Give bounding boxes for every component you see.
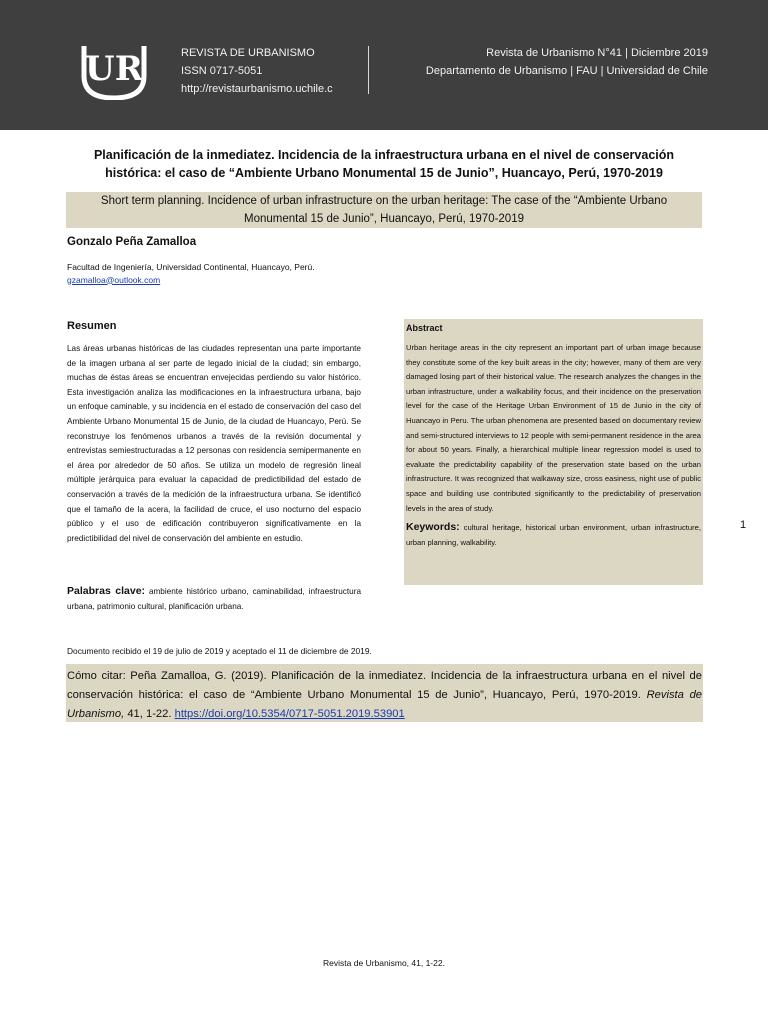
header-divider [368,46,369,94]
article-title-english: Short term planning. Incidence of urban infrastructure on the urban heritage: The case of the “Ambiente Urbano Monumental 15 de Junio”, Huancayo, Perú, 1970-2019 [66,192,702,228]
resumen-heading: Resumen [67,320,117,332]
citation-text: Cómo citar: Peña Zamalloa, G. (2019). Planificación de la inmediatez. Incidencia de la infraestructura urbana en el nivel de conservación histórica: el caso de “Ambiente Urbano Monumental 15 de Junio”, Huancayo, Perú, 1970-2019. [67,670,702,701]
resumen-body: Las áreas urbanas históricas de las ciudades representan una parte importante de la imagen urbana al ser parte de legado inicial de la ciudad; sin embargo, muchas de éstas áreas se encuentran envejecidas perdiendo su valor histórico. Esta investigación analiza las modificaciones en la infraestructura urbana, bajo un enfoque caminable, y su incidencia en el estado de conservación del caso del Ambiente Urbano Monumental 15 de Junio, de la ciudad de Huancayo, Perú. Se reconstruye los fenómenos urbanos a través de la revisión documental y entrevistas semiestructuradas a 12 personas con residencia semipermanente en el área por alrededor de 50 años. Se utiliza un modelo de regresión lineal múltiple jerárquica para evaluar la capacidad de predictibilidad del estado de conservación a través de la medición de la infraestructura urbana. Se identificó que el tamaño de la acera, la facilidad de cruce, el uso nocturno del espacio público y el uso de edificación contribuyeron significativamente en la predictibilidad del nivel de conservación del ambiente en estudio. [67,344,361,543]
header-issue-info [426,44,708,80]
palabras-clave [67,584,361,614]
keywords [406,520,701,550]
palabras-clave-list: ambiente histórico urbano, caminabilidad, infraestructura urbana, patrimonio cultural, planificación urbana. [67,587,361,611]
page-footer: Revista de Urbanismo, 41, 1-22. [323,958,445,968]
keywords-label: Keywords: [406,521,460,534]
citation-volume: 41, 1-22. [127,708,172,720]
issue-label: Revista de Urbanismo N°41 | Diciembre 2019 [486,47,708,59]
abstract-body: Urban heritage areas in the city represent an important part of urban image because they constitute some of the key built areas in the city; however, many of them are very damaged losing part of their historical value. The research analyzes the changes in the urban infrastructure, under a walkability focus, and their incidence on the preservation level for the case of the Heritage Urban Environment of 15 de Junio in the city of Huancayo in Peru. The urban phenomena are presented based on documentary review and semi-structured interviews to 12 people with semi-permanent residence in the area for about 50 years. Finally, a hierarchical multiple linear regression model is used to evaluate the predictability capability of the preservation state based on the urban infrastructure. It was recognized that walkaway size, cross easiness, night use of public space and building use contributed significantly to the predictability of preservation levels in the area of study. [406,343,701,513]
received-note: Documento recibido el 19 de julio de 2019 y aceptado el 11 de diciembre de 2019. [67,646,372,656]
department-label: Departamento de Urbanismo | FAU | Universidad de Chile [425,65,708,77]
affiliation: Facultad de Ingeniería, Universidad Continental, Huancayo, Perú. [67,262,315,272]
journal-name: REVISTA DE URBANISMO [181,47,315,59]
page-number: 1 [740,519,747,531]
palabras-clave-label: Palabras clave: [67,585,146,597]
article-title: Planificación de la inmediatez. Incidencia de la infraestructura urbana en el nivel de conservación histórica: el caso de “Ambiente Urbano Monumental 15 de Junio”, Huancayo, Perú, 1970-2019 [93,148,675,180]
journal-issn: ISSN 0717-5051 [181,65,263,77]
author-name: Gonzalo Peña Zamalloa [67,236,197,248]
header-journal-info [181,44,333,98]
author-email-link[interactable]: gzamalloa@outlook.com [67,274,161,285]
journal-logo [80,44,148,100]
abstract-box [404,319,703,585]
citation-box [66,664,703,722]
citation-journal: Revista de Urbanismo, [67,689,703,720]
journal-header [0,0,768,130]
abstract-heading: Abstract [406,323,443,333]
journal-url[interactable]: http://revistaurbanismo.uchile.c [181,83,333,95]
author-affiliation-block [67,261,315,286]
logo-letters: UR [85,49,143,89]
citation-doi-link[interactable]: https://doi.org/10.5354/0717-5051.2019.53901 [174,708,405,720]
keywords-list: cultural heritage, historical urban environment, urban infrastructure, urban planning, walkability. [406,523,701,547]
